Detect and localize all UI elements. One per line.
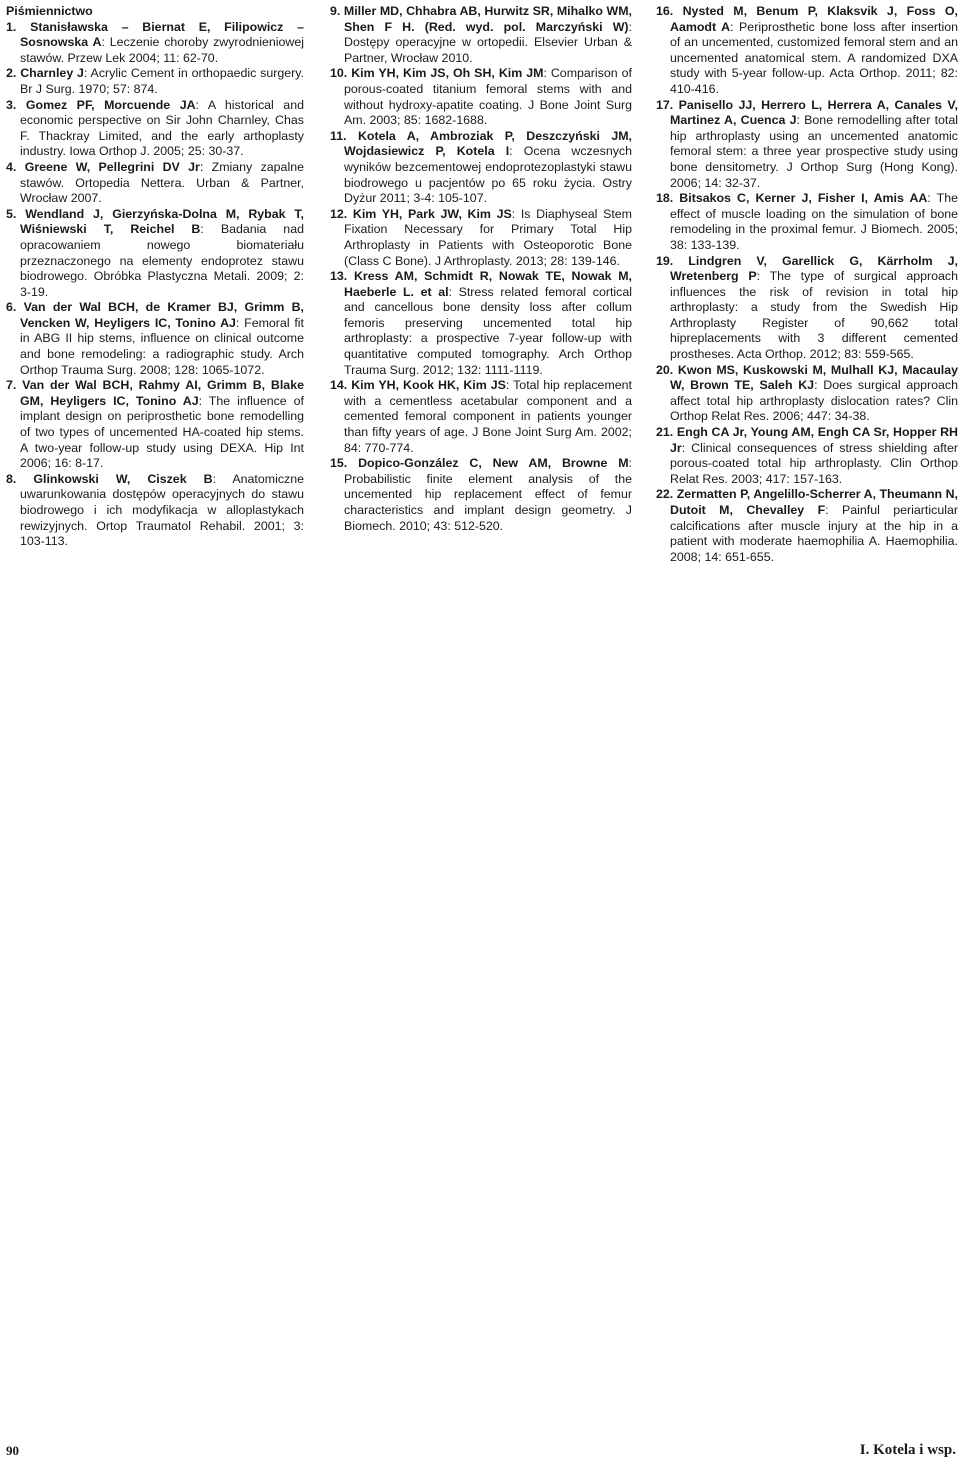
reference-text: : Dostępy operacyjne w ortopedii. Elsevier Urban & Partner, Wrocław 2010. [344, 19, 632, 65]
reference-text: : Acrylic Cement in orthopaedic surgery. Br J Surg. 1970; 57: 874. [20, 66, 305, 96]
references-heading: Piśmiennictwo [6, 4, 93, 18]
reference-number: 12. [330, 206, 348, 221]
reference-number: 10. [330, 66, 348, 81]
reference-authors: Engh CA Jr, Young AM, Engh CA Sr, Hopper RH Jr [670, 425, 958, 455]
reference-number: 19. [656, 253, 674, 268]
reference-number: 18. [656, 191, 674, 206]
reference-text: : Leczenie choroby zwyrodnieniowej stawów. Przew Lek 2004; 11: 62-70. [20, 35, 305, 65]
reference-list [6, 20, 304, 550]
reference-number: 4. [6, 159, 17, 174]
reference-text: : The type of surgical approach influences the risk of revision in total hip arthroplasty: a study from the Swedish Hip Arthroplasty Register of 90,662 total hipreplacements with 3 different cemented prostheses. Acta Orthop. 2012; 83: 559-565. [670, 269, 958, 362]
reference-number: 15. [330, 456, 348, 471]
reference-number: 2. [6, 66, 17, 81]
reference-list [330, 4, 632, 534]
reference-authors: Miller MD, Chhabra AB, Hurwitz SR, Mihalko WM, Shen F H. (Red. wyd. pol. Marczyński W) [343, 4, 632, 34]
reference-authors: Stanisławska – Biernat E, Filipowicz – Sosnowska A [20, 19, 304, 50]
reference-item [330, 269, 632, 378]
reference-text: : Total hip replacement with a cementless acetabular component and a cemented femoral component in patients younger than fifty years of age. J Bone Joint Surg Am. 2002; 84: 770-774. [344, 378, 632, 455]
reference-authors: Kim YH, Kim JS, Oh SH, Kim JM [351, 66, 544, 81]
reference-authors: Bitsakos C, Kerner J, Fisher I, Amis AA [679, 191, 928, 206]
reference-text: : Bone remodelling after total hip arthroplasty using an uncemented anatomic femoral stem: a three year prospective study using bone densitometry. J Orthop Surg (Hong Kong). 2006; 14: 32-37. [670, 113, 958, 190]
reference-item [6, 66, 304, 97]
reference-text: : A historical and economic perspective on Sir John Charnley, Chas F. Thackray Limited, and the early arthoplasty industry. Iowa Orthop J. 2005; 25: 30-37. [20, 97, 304, 159]
reference-item [656, 4, 958, 98]
references-column-1 [6, 4, 304, 550]
reference-authors: Panisello JJ, Herrero L, Herrera A, Canales V, Martinez A, Cuenca J [670, 97, 958, 128]
reference-number: 17. [656, 97, 674, 112]
reference-number: 21. [656, 425, 674, 440]
reference-item [656, 487, 958, 565]
reference-text: : Femoral fit in ABG II hip stems, influence on clinical outcome and bone remodeling: a radiographic study. Arch Orthop Trauma Surg. 2008; 128: 1065-1072. [20, 315, 304, 377]
reference-number: 8. [6, 471, 17, 486]
reference-text: : Periprosthetic bone loss after insertion of an uncemented, customized femoral stem and an uncemented anatomical stem. A randomized DXA study with 5-year follow-up. Acta Orthop. 2011; 82: 410-416. [670, 19, 958, 96]
reference-number: 9. [330, 4, 341, 18]
reference-item [330, 66, 632, 128]
reference-number: 11. [330, 128, 347, 143]
reference-item [330, 129, 632, 207]
reference-item [6, 160, 304, 207]
reference-number: 6. [6, 300, 17, 315]
reference-text: : The influence of implant design on periprosthetic bone remodelling of two types of uncemented HA-coated hip stems. A two-year follow-up study using DEXA. Hip Int 2006; 16: 8-17. [20, 393, 304, 471]
reference-item [6, 20, 304, 67]
reference-authors: Zermatten P, Angelillo-Scherrer A, Theumann N, Dutoit M, Chevalley F [670, 487, 958, 517]
reference-item [656, 425, 958, 487]
reference-authors: Charnley J [20, 66, 84, 81]
reference-authors: Lindgren V, Garellick G, Kärrholm J, Wretenberg P [670, 253, 958, 284]
reference-authors: Kim YH, Kook HK, Kim JS [351, 378, 506, 393]
reference-item [656, 254, 958, 363]
reference-item [330, 456, 632, 534]
references-column-3 [656, 4, 958, 565]
reference-number: 3. [6, 97, 17, 112]
reference-text: : Painful periarticular calcifications after muscle injury at the hip in a patient with moderate haemophilia A. Haemophilia. 2008; 14: 651-655. [670, 503, 958, 564]
reference-text: : Does surgical approach affect total hip arthroplasty dislocation rates? Clin Orthop Relat Res. 2006; 447: 34-38. [670, 378, 958, 424]
reference-text: : Is Diaphyseal Stem Fixation Necessary for Primary Total Hip Arthroplasty in Patients with Osteoporotic Bone (Class C Bone). J Arthroplasty. 2013; 28: 139-146. [344, 206, 632, 268]
reference-item [330, 207, 632, 269]
reference-text: : Ocena wczesnych wyników bezcementowej endoprotezoplastyki stawu biodrowego u pacjentów po 65 roku życia. Ostry Dyżur 2011; 3-4: 105-107. [344, 144, 632, 206]
reference-item [330, 4, 632, 66]
reference-number: 14. [330, 378, 348, 393]
reference-item [6, 472, 304, 550]
reference-number: 22. [656, 487, 674, 502]
reference-item [656, 191, 958, 253]
reference-authors: Dopico-González C, New AM, Browne M [358, 456, 629, 471]
reference-number: 1. [6, 19, 17, 34]
reference-authors: Gomez PF, Morcuende JA [25, 97, 196, 112]
reference-authors: Van der Wal BCH, de Kramer BJ, Grimm B, Vencken W, Heyligers IC, Tonino AJ [20, 300, 304, 330]
reference-number: 7. [6, 378, 17, 393]
reference-number: 13. [330, 269, 348, 284]
reference-authors: Nysted M, Benum P, Klaksvik J, Foss O, Aamodt A [670, 4, 958, 34]
reference-text: : Zmiany zapalne stawów. Ortopedia Nettera. Urban & Partner, Wrocław 2007. [20, 159, 304, 206]
reference-authors: Wendland J, Gierzyńska-Dolna M, Rybak T, Wiśniewski T, Reichel B [20, 206, 304, 237]
references-column-2 [330, 4, 632, 534]
reference-authors: Van der Wal BCH, Rahmy AI, Grimm B, Blake GM, Heyligers IC, Tonino AJ [20, 378, 304, 408]
reference-item [6, 98, 304, 160]
reference-item [6, 378, 304, 472]
reference-list [656, 4, 958, 565]
reference-item [330, 378, 632, 456]
reference-number: 20. [656, 362, 674, 377]
reference-authors: Greene W, Pellegrini DV Jr [24, 159, 200, 174]
reference-text: : Clinical consequences of stress shielding after porous-coated total hip arthroplasty. Clin Orthop Relat Res. 2003; 417: 157-163. [670, 440, 958, 486]
running-footer-author: I. Kotela i wsp. [859, 1442, 956, 1458]
reference-item [6, 300, 304, 378]
reference-text: : Comparison of porous-coated titanium femoral stems with and without hydroxy-apatite coating. J Bone Joint Surg Am. 2003; 85: 1682-1688. [344, 66, 632, 128]
reference-text: : Stress related femoral cortical and cancellous bone density loss after collum femoris preserving uncemented total hip arthroplasty: a prospective 7-year follow-up with quantitative computed tomography. Arch Orthop Trauma Surg. 2012; 132: 1111-1119. [344, 284, 632, 377]
reference-item [656, 363, 958, 425]
reference-item [656, 98, 958, 192]
reference-text: : Anatomiczne uwarunkowania dostępów operacyjnych do stawu biodrowego i ich modyfikacja w alloplastykach rewizyjnych. Ortop Traumatol Rehabil. 2001; 3: 103-113. [20, 471, 304, 549]
reference-authors: Kwon MS, Kuskowski M, Mulhall KJ, Macaulay W, Brown TE, Saleh KJ [670, 362, 958, 393]
reference-item [6, 207, 304, 301]
reference-text: : The effect of muscle loading on the simulation of bone remodeling in the proximal femur. J Biomech. 2005; 38: 133-139. [670, 191, 958, 252]
reference-number: 5. [6, 206, 17, 221]
page-number: 90 [6, 1443, 19, 1458]
reference-text: : Probabilistic finite element analysis of the uncemented hip replacement effect of femur characteristics and implant design geometry. J Biomech. 2010; 43: 512-520. [344, 456, 632, 533]
reference-number: 16. [656, 4, 674, 18]
reference-authors: Kotela A, Ambroziak P, Deszczyński JM, Wojdasiewicz P, Kotela I [344, 128, 632, 159]
reference-text: : Badania nad opracowaniem nowego biomateriału przeznaczonego na elementy endoprotez stawu biodrowego. Obróbka Plastyczna Metali. 2009; 2: 3-19. [20, 222, 304, 299]
reference-authors: Glinkowski W, Ciszek B [33, 471, 213, 486]
reference-authors: Kress AM, Schmidt R, Nowak TE, Nowak M, Haeberle L. et al [344, 269, 632, 299]
reference-authors: Kim YH, Park JW, Kim JS [352, 206, 512, 221]
